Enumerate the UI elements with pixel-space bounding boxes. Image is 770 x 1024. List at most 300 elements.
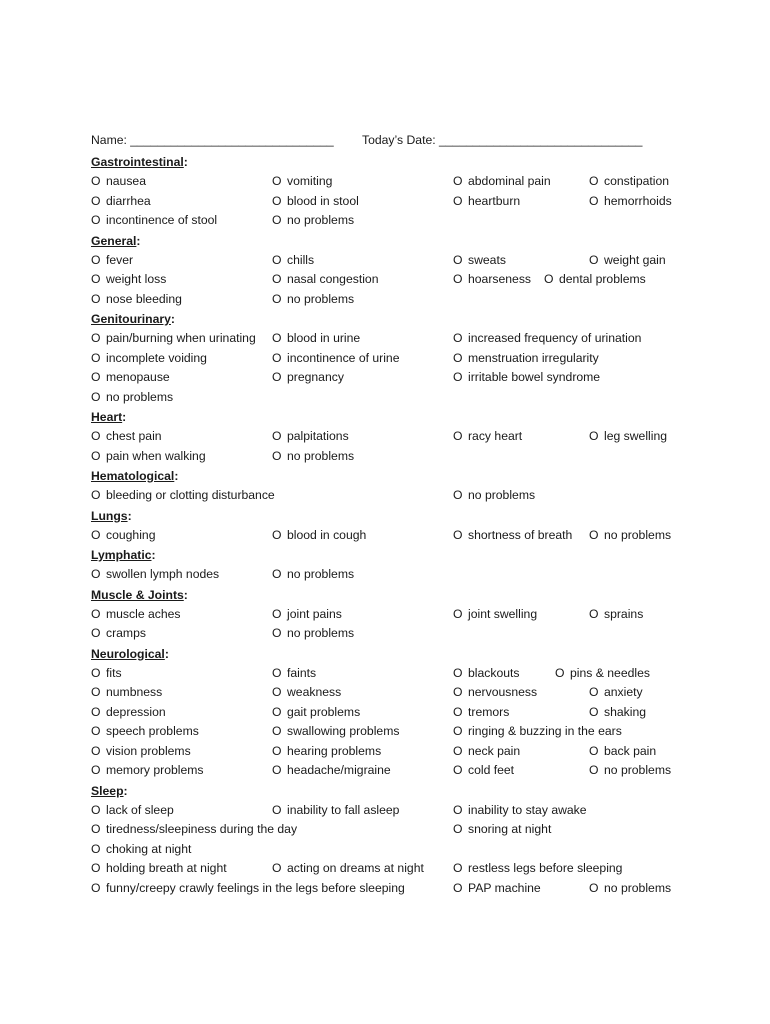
radio-circle-icon[interactable]: O [589,252,599,267]
radio-circle-icon[interactable]: O [453,429,463,443]
option-label: headache/migraine [287,763,391,777]
section-title-colon: : [127,508,132,523]
option-label: lack of sleep [106,802,174,817]
section-lymphatic [91,545,731,585]
section-title-text: Hematological [91,469,175,483]
option-muscle-and-joints-no-problems[interactable] [272,624,354,644]
section-muscle-and-joints [91,585,731,644]
radio-circle-icon[interactable]: O [272,724,282,738]
option-muscle-and-joints-muscle-aches[interactable] [91,605,181,625]
option-row [91,761,731,781]
form-header [91,133,691,149]
option-neurological-blackouts[interactable] [453,664,520,684]
option-label: funny/creepy crawly feelings in the legs before sleeping [106,880,405,895]
radio-circle-icon[interactable]: O [272,252,282,267]
option-row [91,349,731,369]
option-label: ringing & buzzing in the ears [468,724,622,738]
option-label: inability to stay awake [468,802,587,817]
option-gastrointestinal-hemorrhoids[interactable] [589,192,672,212]
option-row [91,486,731,506]
option-label: diarrhea [106,193,151,208]
option-row [91,172,731,192]
option-genitourinary-incomplete-voiding[interactable] [91,349,207,369]
section-title-colon: : [183,155,188,169]
option-label: no problems [604,527,672,542]
radio-circle-icon[interactable]: O [272,861,282,875]
option-label: incontinence of stool [106,213,218,227]
option-label: weight gain [604,252,666,267]
section-title-text: Lungs [91,508,128,523]
option-lymphatic-swollen-lymph-nodes[interactable] [91,565,219,585]
option-general-weight-gain[interactable] [589,251,666,271]
radio-circle-icon[interactable]: O [453,802,463,817]
option-label: cramps [106,626,146,640]
option-label: back pain [604,743,657,758]
option-row [91,879,731,899]
option-gastrointestinal-nausea[interactable] [91,172,146,192]
radio-circle-icon[interactable]: O [272,704,282,719]
radio-circle-icon[interactable]: O [589,743,599,758]
radio-circle-icon[interactable]: O [272,665,282,680]
option-row [91,368,731,388]
radio-circle-icon[interactable]: O [272,370,282,384]
option-general-no-problems[interactable] [272,290,354,310]
option-sleep-pap-machine[interactable] [453,879,541,899]
radio-circle-icon[interactable]: O [453,193,463,208]
radio-circle-icon[interactable]: O [272,350,282,365]
section-title [91,152,731,172]
option-row [91,859,731,879]
radio-circle-icon[interactable]: O [91,802,101,817]
section-title-text: Gastrointestinal [91,155,184,169]
option-label: heartburn [468,193,521,208]
option-label: sweats [468,252,506,267]
section-title-colon: : [123,783,128,798]
radio-circle-icon[interactable]: O [91,685,101,699]
option-general-hoarseness[interactable] [453,270,531,290]
radio-circle-icon[interactable]: O [91,213,101,227]
option-neurological-headache-migraine[interactable] [272,761,391,781]
option-label: nervousness [468,685,538,699]
radio-circle-icon[interactable]: O [91,567,101,581]
radio-circle-icon[interactable]: O [453,822,463,836]
radio-circle-icon[interactable]: O [91,724,101,738]
option-hematological-no-problems[interactable] [453,486,535,506]
option-label: acting on dreams at night [287,861,424,875]
radio-circle-icon[interactable]: O [91,880,101,895]
option-sleep-inability-to-stay-awake[interactable] [453,801,587,821]
radio-circle-icon[interactable]: O [272,193,282,208]
section-title-colon: : [122,410,127,424]
section-title [91,466,731,486]
option-gastrointestinal-incontinence-of-stool[interactable] [91,211,217,231]
radio-circle-icon[interactable]: O [453,763,463,777]
option-neurological-nervousness[interactable] [453,683,537,703]
option-label: leg swelling [604,429,668,443]
option-heart-leg-swelling[interactable] [589,427,667,447]
option-label: no problems [106,389,174,404]
option-label: no problems [604,763,672,777]
option-genitourinary-menstruation-irregularity[interactable] [453,349,599,369]
option-label: depression [106,704,166,719]
option-neurological-weakness[interactable] [272,683,341,703]
option-label: shortness of breath [468,527,573,542]
option-label: faints [287,665,317,680]
radio-circle-icon[interactable]: O [453,174,463,188]
option-gastrointestinal-heartburn[interactable] [453,192,520,212]
option-general-nose-bleeding[interactable] [91,290,182,310]
option-lungs-shortness-of-breath[interactable] [453,526,572,546]
radio-circle-icon[interactable]: O [453,724,463,738]
option-neurological-back-pain[interactable] [589,742,656,762]
option-general-nasal-congestion[interactable] [272,270,378,290]
option-label: swollen lymph nodes [106,567,220,581]
radio-circle-icon[interactable]: O [453,685,463,699]
option-label: irritable bowel syndrome [468,370,601,384]
option-muscle-and-joints-cramps[interactable] [91,624,146,644]
option-genitourinary-pain-burning-when-urinating[interactable] [91,329,256,349]
option-muscle-and-joints-joint-swelling[interactable] [453,605,537,625]
radio-circle-icon[interactable]: O [91,626,101,640]
section-title [91,781,731,801]
option-neurological-neck-pain[interactable] [453,742,520,762]
radio-circle-icon[interactable]: O [272,626,282,640]
option-label: blood in urine [287,331,361,345]
option-sleep-tiredness-sleepiness-during-the-day[interactable] [91,820,297,840]
option-heart-racy-heart[interactable] [453,427,522,447]
radio-circle-icon[interactable]: O [91,370,101,384]
radio-circle-icon[interactable]: O [453,350,463,365]
radio-circle-icon[interactable]: O [544,272,554,286]
section-title-text: Muscle & Joints [91,587,184,602]
option-gastrointestinal-diarrhea[interactable] [91,192,151,212]
radio-circle-icon[interactable]: O [91,841,101,856]
option-row [91,605,731,625]
section-title-colon: : [151,548,156,562]
option-label: joint swelling [468,606,538,621]
radio-circle-icon[interactable]: O [555,665,565,680]
option-label: weakness [287,685,342,699]
symptom-sections [91,152,731,898]
option-label: menopause [106,370,170,384]
option-heart-no-problems[interactable] [272,447,354,467]
section-title [91,585,731,605]
option-row [91,820,731,840]
option-neurological-gait-problems[interactable] [272,703,360,723]
section-title-colon: : [174,469,179,483]
radio-circle-icon[interactable]: O [589,704,599,719]
option-label: vision problems [106,743,191,758]
option-label: racy heart [468,429,523,443]
radio-circle-icon[interactable]: O [91,429,101,443]
radio-circle-icon[interactable]: O [589,763,599,777]
option-label: swallowing problems [287,724,400,738]
option-label: restless legs before sleeping [468,861,623,875]
radio-circle-icon[interactable]: O [272,527,282,542]
option-row [91,329,731,349]
option-sleep-holding-breath-at-night[interactable] [91,859,227,879]
option-neurological-faints[interactable] [272,664,316,684]
option-label: abdominal pain [468,174,551,188]
radio-circle-icon[interactable]: O [91,606,101,621]
section-title [91,545,731,565]
option-gastrointestinal-blood-in-stool[interactable] [272,192,359,212]
option-row [91,722,731,742]
radio-circle-icon[interactable]: O [589,174,599,188]
option-neurological-tremors[interactable] [453,703,509,723]
option-gastrointestinal-abdominal-pain[interactable] [453,172,551,192]
option-neurological-pins-and-needles[interactable] [555,664,650,684]
radio-circle-icon[interactable]: O [272,802,282,817]
option-neurological-numbness[interactable] [91,683,162,703]
option-label: inability to fall asleep [287,802,400,817]
option-label: muscle aches [106,606,181,621]
radio-circle-icon[interactable]: O [453,331,463,345]
section-general [91,231,731,310]
option-genitourinary-blood-in-urine[interactable] [272,329,360,349]
radio-circle-icon[interactable]: O [91,704,101,719]
option-lymphatic-no-problems[interactable] [272,565,354,585]
option-label: dental problems [559,272,646,286]
radio-circle-icon[interactable]: O [91,665,101,680]
option-gastrointestinal-vomiting[interactable] [272,172,332,192]
option-neurological-cold-feet[interactable] [453,761,514,781]
option-row [91,703,731,723]
option-label: joint pains [287,606,342,621]
option-neurological-vision-problems[interactable] [91,742,191,762]
option-sleep-funny-creepy-crawly-feelings-in-the-legs-before-sleeping[interactable] [91,879,405,899]
option-genitourinary-pregnancy[interactable] [272,368,344,388]
radio-circle-icon[interactable]: O [91,527,101,542]
section-lungs [91,506,731,546]
option-neurological-depression[interactable] [91,703,166,723]
option-sleep-no-problems[interactable] [589,879,671,899]
radio-circle-icon[interactable]: O [453,606,463,621]
option-row [91,270,731,290]
radio-circle-icon[interactable]: O [272,174,282,188]
section-title-colon: : [136,233,141,248]
radio-circle-icon[interactable]: O [272,606,282,621]
option-label: no problems [287,626,355,640]
radio-circle-icon[interactable]: O [272,743,282,758]
radio-circle-icon[interactable]: O [453,861,463,875]
radio-circle-icon[interactable]: O [91,272,101,286]
section-heart [91,407,731,466]
section-gastrointestinal [91,152,731,231]
option-label: anxiety [604,685,643,699]
radio-circle-icon[interactable]: O [91,193,101,208]
option-label: hoarseness [468,272,532,286]
radio-circle-icon[interactable]: O [272,685,282,699]
option-label: pain/burning when urinating [106,331,256,345]
option-neurological-hearing-problems[interactable] [272,742,381,762]
radio-circle-icon[interactable]: O [91,389,101,404]
option-row [91,211,731,231]
option-neurological-ringing-and-buzzing-in-the-ears[interactable] [453,722,622,742]
option-muscle-and-joints-joint-pains[interactable] [272,605,342,625]
option-sleep-acting-on-dreams-at-night[interactable] [272,859,424,879]
option-sleep-lack-of-sleep[interactable] [91,801,174,821]
section-title-text: Neurological [91,646,165,661]
option-label: fits [106,665,122,680]
option-general-weight-loss[interactable] [91,270,166,290]
option-label: pain when walking [106,448,206,463]
option-lungs-blood-in-cough[interactable] [272,526,366,546]
radio-circle-icon[interactable]: O [272,429,282,443]
section-title [91,506,731,526]
radio-circle-icon[interactable]: O [453,527,463,542]
option-label: nasal congestion [287,272,379,286]
radio-circle-icon[interactable]: O [272,213,282,227]
option-label: PAP machine [468,880,541,895]
radio-circle-icon[interactable]: O [589,193,599,208]
radio-circle-icon[interactable]: O [91,861,101,875]
radio-circle-icon[interactable]: O [272,567,282,581]
section-title [91,644,731,664]
option-sleep-restless-legs-before-sleeping[interactable] [453,859,622,879]
section-title-text: Genitourinary [91,312,171,326]
radio-circle-icon[interactable]: O [91,331,101,345]
option-neurological-fits[interactable] [91,664,122,684]
option-gastrointestinal-no-problems[interactable] [272,211,354,231]
radio-circle-icon[interactable]: O [91,763,101,777]
radio-circle-icon[interactable]: O [589,880,599,895]
radio-circle-icon[interactable]: O [589,429,599,443]
option-label: no problems [287,291,355,306]
option-row [91,251,731,271]
radio-circle-icon[interactable]: O [453,272,463,286]
radio-circle-icon[interactable]: O [453,880,463,895]
radio-circle-icon[interactable]: O [91,291,101,306]
option-genitourinary-menopause[interactable] [91,368,170,388]
option-genitourinary-incontinence-of-urine[interactable] [272,349,399,369]
option-heart-palpitations[interactable] [272,427,349,447]
radio-circle-icon[interactable]: O [589,606,599,621]
option-label: no problems [287,448,355,463]
section-title-text: General [91,233,137,248]
option-row [91,801,731,821]
name-field[interactable]: Name: ______________________________ [91,133,334,147]
option-general-chills[interactable] [272,251,314,271]
option-row [91,290,731,310]
radio-circle-icon[interactable]: O [453,488,463,502]
option-neurological-shaking[interactable] [589,703,646,723]
option-general-sweats[interactable] [453,251,506,271]
option-neurological-swallowing-problems[interactable] [272,722,399,742]
option-label: speech problems [106,724,199,738]
radio-circle-icon[interactable]: O [453,370,463,384]
option-lungs-no-problems[interactable] [589,526,671,546]
section-title-text: Lymphatic [91,548,152,562]
option-muscle-and-joints-sprains[interactable] [589,605,643,625]
todays-date-field[interactable]: Today’s Date: ______________________________ [362,133,643,147]
section-title-text: Sleep [91,783,124,798]
radio-circle-icon[interactable]: O [272,272,282,286]
option-row [91,840,731,860]
radio-circle-icon[interactable]: O [272,448,282,463]
radio-circle-icon[interactable]: O [91,174,101,188]
option-neurological-speech-problems[interactable] [91,722,199,742]
section-neurological [91,644,731,781]
option-label: constipation [604,174,670,188]
option-hematological-bleeding-or-clotting-disturbance[interactable] [91,486,275,506]
option-sleep-snoring-at-night[interactable] [453,820,551,840]
option-genitourinary-no-problems[interactable] [91,388,173,408]
section-title [91,407,731,427]
radio-circle-icon[interactable]: O [91,448,101,463]
option-label: increased frequency of urination [468,331,642,345]
radio-circle-icon[interactable]: O [453,665,463,680]
option-row [91,742,731,762]
section-title [91,231,731,251]
option-label: no problems [287,567,355,581]
option-neurological-no-problems[interactable] [589,761,671,781]
option-label: cold feet [468,763,515,777]
option-label: pregnancy [287,370,344,384]
option-label: no problems [287,213,355,227]
option-genitourinary-irritable-bowel-syndrome[interactable] [453,368,600,388]
option-label: chills [287,252,315,267]
radio-circle-icon[interactable]: O [453,743,463,758]
option-label: shaking [604,704,647,719]
option-label: palpitations [287,429,349,443]
option-label: sprains [604,606,644,621]
option-label: menstruation irregularity [468,350,599,365]
option-heart-pain-when-walking[interactable] [91,447,206,467]
option-label: nausea [106,174,146,188]
radio-circle-icon[interactable]: O [453,704,463,719]
option-general-fever[interactable] [91,251,133,271]
radio-circle-icon[interactable]: O [91,743,101,758]
option-neurological-anxiety[interactable] [589,683,643,703]
option-label: incontinence of urine [287,350,400,365]
option-label: hearing problems [287,743,382,758]
option-label: holding breath at night [106,861,227,875]
option-heart-chest-pain[interactable] [91,427,162,447]
option-label: pins & needles [570,665,650,680]
option-label: nose bleeding [106,291,182,306]
radio-circle-icon[interactable]: O [589,685,599,699]
section-hematological [91,466,731,506]
radio-circle-icon[interactable]: O [589,527,599,542]
option-gastrointestinal-constipation[interactable] [589,172,669,192]
radio-circle-icon[interactable]: O [272,291,282,306]
option-row [91,447,731,467]
option-label: choking at night [106,841,192,856]
option-general-dental-problems[interactable] [544,270,646,290]
radio-circle-icon[interactable]: O [91,488,101,502]
option-genitourinary-increased-frequency-of-urination[interactable] [453,329,641,349]
section-genitourinary [91,309,731,407]
option-label: hemorrhoids [604,193,672,208]
section-title-colon: : [164,646,169,661]
option-label: vomiting [287,174,333,188]
radio-circle-icon[interactable]: O [91,252,101,267]
option-neurological-memory-problems[interactable] [91,761,204,781]
radio-circle-icon[interactable]: O [272,763,282,777]
option-label: coughing [106,527,156,542]
radio-circle-icon[interactable]: O [453,252,463,267]
option-lungs-coughing[interactable] [91,526,155,546]
radio-circle-icon[interactable]: O [91,822,101,836]
section-title-colon: : [170,312,175,326]
option-row [91,526,731,546]
option-label: neck pain [468,743,521,758]
radio-circle-icon[interactable]: O [91,350,101,365]
option-sleep-choking-at-night[interactable] [91,840,191,860]
radio-circle-icon[interactable]: O [272,331,282,345]
option-sleep-inability-to-fall-asleep[interactable] [272,801,399,821]
